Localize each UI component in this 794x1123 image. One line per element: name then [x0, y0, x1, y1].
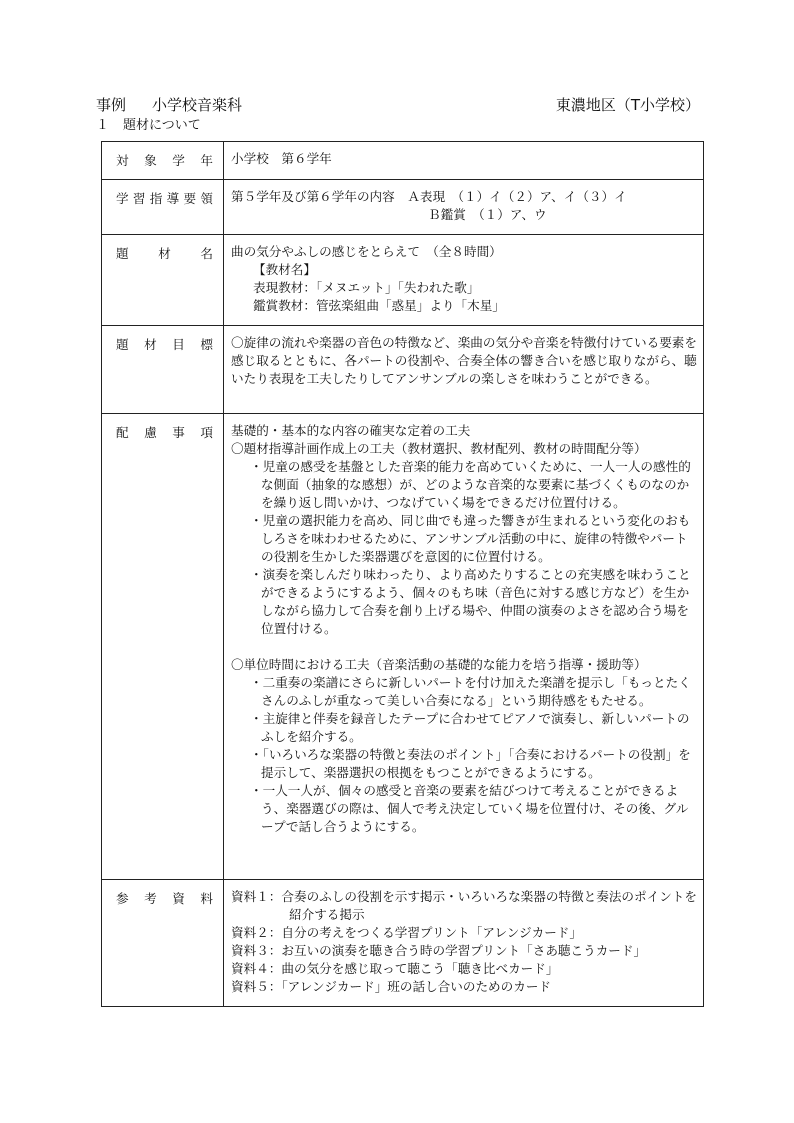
expression-material: 表現教材：「メヌエット」「失われた歌」	[253, 280, 480, 295]
row-refs	[102, 880, 704, 1007]
section-heading	[96, 114, 201, 133]
label-theme: 題材名	[116, 246, 213, 261]
row-guideline	[102, 180, 704, 235]
list-item: ・演奏を楽しんだり味わったり、より高めたりすることの充実感を味わうことができるようにするよう、個々のもち味（音色に対する感じ方など）を生かしながら協力して合奏を創り上げる場や、仲間の演奏のよさを認め合う場を位置付ける。	[250, 567, 691, 636]
section-title: 題材について	[123, 118, 201, 133]
row-theme	[102, 235, 704, 326]
theme-table	[101, 141, 704, 1007]
appreciation-material: 鑑賞教材：管弦楽組曲「惑星」より「木星」	[253, 298, 505, 313]
list-item: ・児童の選択能力を高め、同じ曲でも違った響きが生まれるという変化のおもしろさを味わわせるために、アンサンブル活動の中に、旋律の特徴やパートの役割を生かした楽器選びを意図的に位置付ける。	[250, 513, 691, 564]
region-label: 東濃地区（T小学校）	[555, 96, 700, 114]
reference-item: 資料５：「アレンジカード」班の話し合いのためのカード	[231, 979, 552, 994]
reference-item: 資料１：合奏のふしの役割を示す掲示・いろいろな楽器の特徴と奏法のポイントを紹介する掲示	[231, 889, 697, 922]
list-item: ・児童の感受を基盤とした音楽的能力を高めていくために、一人一人の感性的な側面（抽象的な感想）が、どのような音楽的な要素に基づくくものなのかを繰り返し問いかけ、つなげていく場をできるだけ位置付ける。	[250, 459, 691, 510]
row-goal	[102, 326, 704, 414]
label-target: 対象学年	[116, 153, 213, 168]
consider-heading-unit: 〇単位時間における工夫（音楽活動の基礎的な能力を培う指導・援助等）	[231, 657, 647, 672]
row-consider	[102, 414, 704, 880]
list-item: ・主旋律と伴奏を録音したテープに合わせてピアノで演奏し、新しいパートのふしを紹介する。	[250, 711, 690, 744]
reference-item: 資料３：お互いの演奏を聴き合う時の学習プリント「さあ聴こうカード」	[231, 943, 647, 958]
label-guideline: 学習指導要領	[116, 191, 213, 206]
consider-intro: 基礎的・基本的な内容の確実な定着の工夫	[231, 423, 471, 438]
guideline-line2: Ｂ鑑賞 （１）ア、ウ	[428, 207, 547, 222]
label-consider: 配慮事項	[116, 425, 213, 440]
list-item: ・二重奏の楽譜にさらに新しいパートを付け加えた楽譜を提示し「もっとたくさんのふしが重なって美しい合奏になる」という期待感をもたせる。	[250, 675, 691, 708]
row-target	[102, 142, 704, 180]
list-item: ・一人一人が、個々の感受と音楽の要素を結びつけて考えることができるよう、楽器選びの際は、個人で考え決定していく場を位置付け、その後、グループで話し合うようにする。	[250, 783, 689, 834]
reference-item: 資料４：曲の気分を感じ取って聴こう「聴き比べカード」	[231, 961, 559, 976]
consider-heading-plan: 〇題材指導計画作成上の工夫（教材選択、教材配列、教材の時間配分等）	[231, 441, 647, 456]
theme-title: 曲の気分やふしの感じをとらえて （全８時間）	[231, 244, 502, 259]
case-label: 事例	[96, 96, 127, 114]
label-refs: 参考資料	[116, 891, 213, 906]
header-left	[96, 94, 242, 115]
value-target: 小学校 第６学年	[224, 142, 704, 180]
materials-heading: 【教材名】	[253, 262, 316, 277]
guideline-line1: 第５学年及び第６学年の内容 Ａ表現 （１）イ（２）ア、イ（３）イ	[231, 189, 627, 204]
goal-text: 〇旋律の流れや楽器の音色の特徴など、楽曲の気分や音楽を特徴付けている要素を感じ取るとともに、各パートの役割や、合奏全体の響き合いを感じ取りながら、聴いたり表現を工夫したりしてアンサンブルの楽しさを味わうことができる。	[224, 326, 704, 414]
subject-title: 小学校音楽科	[152, 96, 243, 114]
list-item: ・「いろいろな楽器の特徴と奏法のポイント」「合奏におけるパートの役割」を提示して、楽器選択の根拠をもつことができるようにする。	[250, 747, 691, 780]
section-number: １	[96, 118, 110, 133]
label-goal: 題材目標	[116, 337, 213, 352]
reference-item: 資料２：自分の考えをつくる学習プリント「アレンジカード」	[231, 925, 582, 940]
